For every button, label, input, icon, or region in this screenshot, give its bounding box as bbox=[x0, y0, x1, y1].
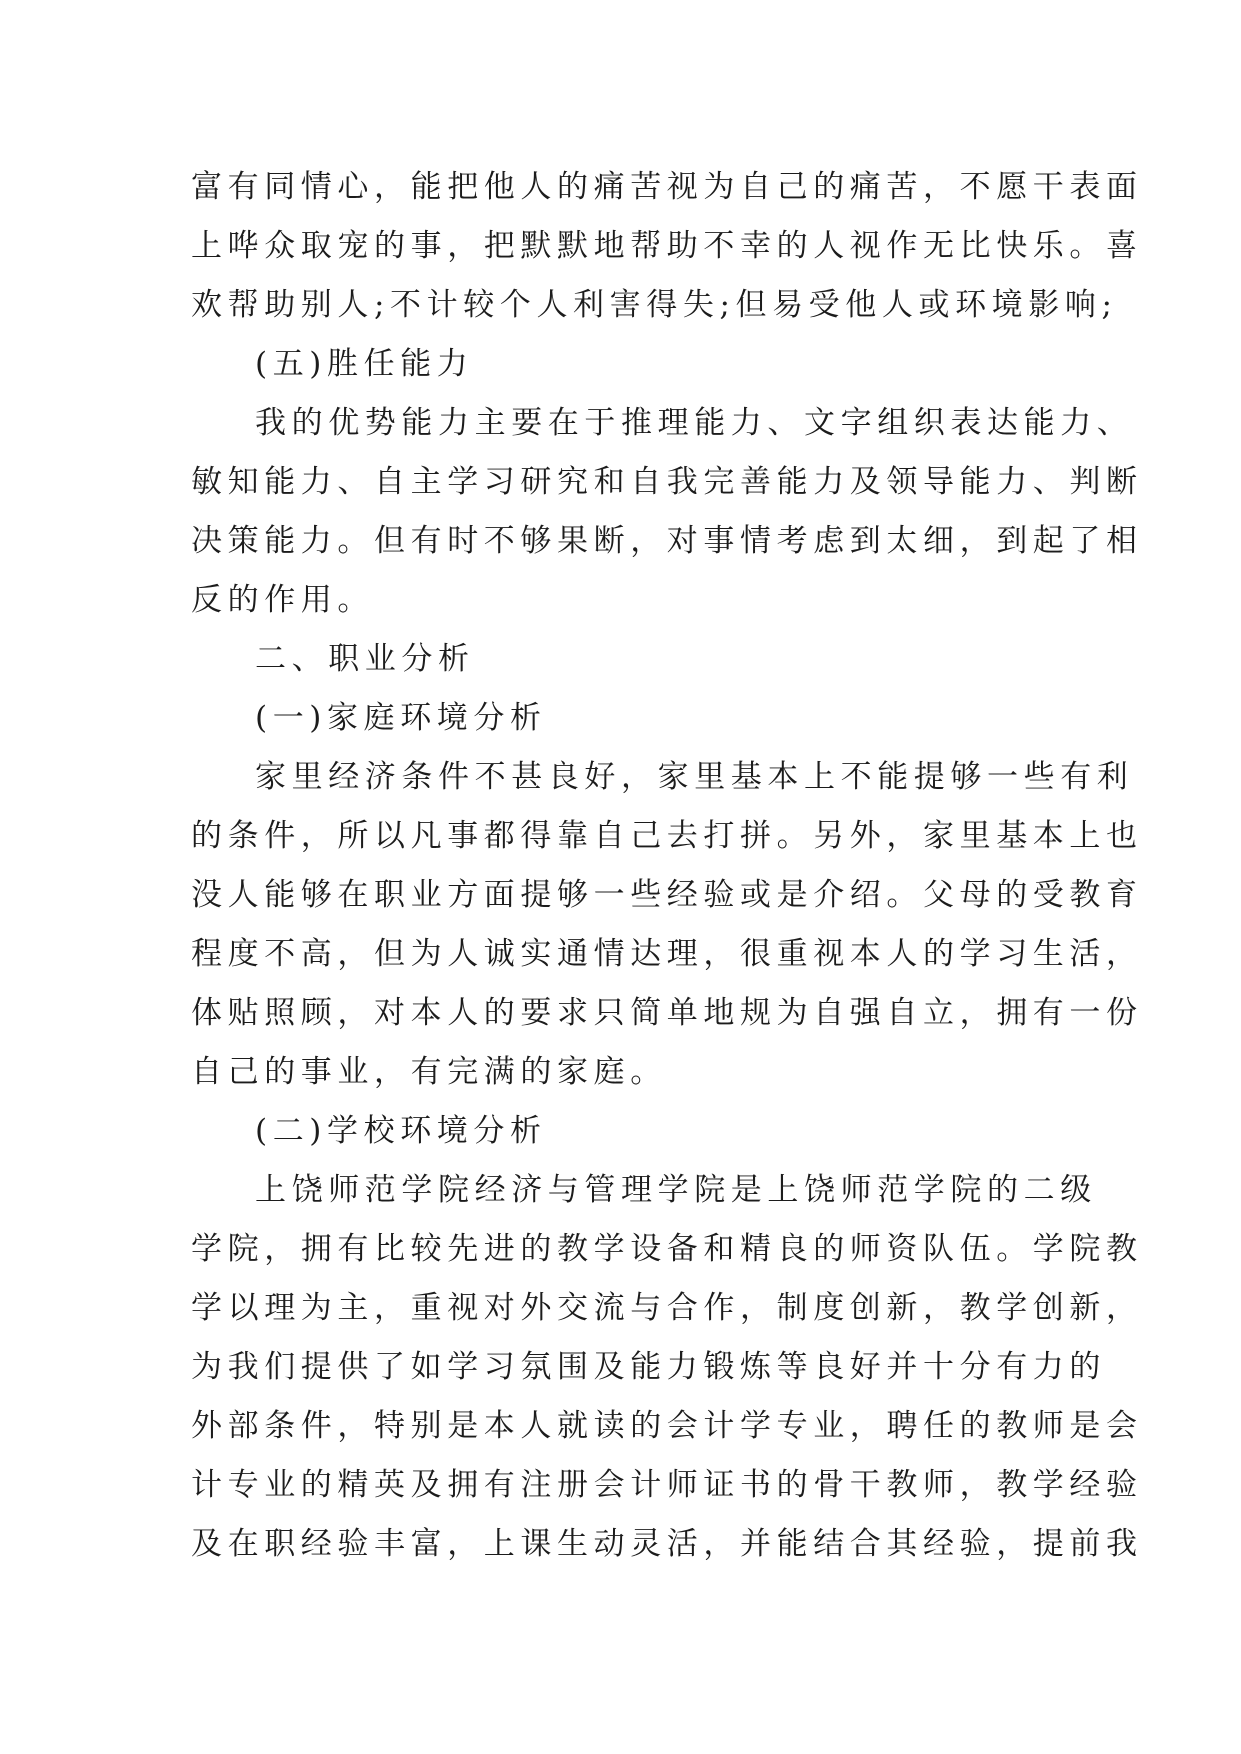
text-line-12: 的条件，所以凡事都得靠自己去打拼。另外，家里基本上也 bbox=[191, 818, 1143, 854]
text-line-13: 没人能够在职业方面提够一些经验或是介绍。父母的受教育 bbox=[191, 877, 1143, 913]
text-line-21: 为我们提供了如学习氛围及能力锻炼等良好并十分有力的 bbox=[191, 1349, 1106, 1385]
text-line-11: 家里经济条件不甚良好，家里基本上不能提够一些有利 bbox=[255, 759, 1134, 795]
text-line-16: 自己的事业，有完满的家庭。 bbox=[191, 1054, 667, 1090]
text-line-5: 我的优势能力主要在于推理能力、文字组织表达能力、 bbox=[255, 405, 1134, 441]
text-line-24: 及在职经验丰富，上课生动灵活，并能结合其经验，提前我 bbox=[191, 1526, 1143, 1562]
text-line-8: 反的作用。 bbox=[191, 582, 374, 618]
document-body bbox=[191, 158, 1143, 1574]
text-line-1: 富有同情心，能把他人的痛苦视为自己的痛苦，不愿干表面 bbox=[191, 169, 1143, 205]
text-line-6: 敏知能力、自主学习研究和自我完善能力及领导能力、判断 bbox=[191, 464, 1143, 500]
text-line-3: 欢帮助别人;不计较个人利害得失;但易受他人或环境影响; bbox=[191, 287, 1118, 323]
text-line-19: 学院，拥有比较先进的教学设备和精良的师资队伍。学院教 bbox=[191, 1231, 1143, 1267]
text-line-18: 上饶师范学院经济与管理学院是上饶师范学院的二级 bbox=[255, 1172, 1097, 1208]
section-heading-family: (一)家庭环境分析 bbox=[255, 700, 547, 736]
text-line-7: 决策能力。但有时不够果断，对事情考虑到太细，到起了相 bbox=[191, 523, 1143, 559]
text-line-14: 程度不高，但为人诚实通情达理，很重视本人的学习生活， bbox=[191, 936, 1143, 972]
text-line-15: 体贴照顾，对本人的要求只简单地规为自强自立，拥有一份 bbox=[191, 995, 1143, 1031]
text-line-23: 计专业的精英及拥有注册会计师证书的骨干教师，教学经验 bbox=[191, 1467, 1143, 1503]
text-line-20: 学以理为主，重视对外交流与合作，制度创新，教学创新， bbox=[191, 1290, 1143, 1326]
text-line-22: 外部条件，特别是本人就读的会计学专业，聘任的教师是会 bbox=[191, 1408, 1143, 1444]
text-line-2: 上哗众取宠的事，把默默地帮助不幸的人视作无比快乐。喜 bbox=[191, 228, 1143, 264]
section-heading-career-analysis: 二、职业分析 bbox=[255, 641, 475, 677]
section-heading-school: (二)学校环境分析 bbox=[255, 1113, 547, 1149]
section-heading-competence: (五)胜任能力 bbox=[255, 346, 474, 382]
